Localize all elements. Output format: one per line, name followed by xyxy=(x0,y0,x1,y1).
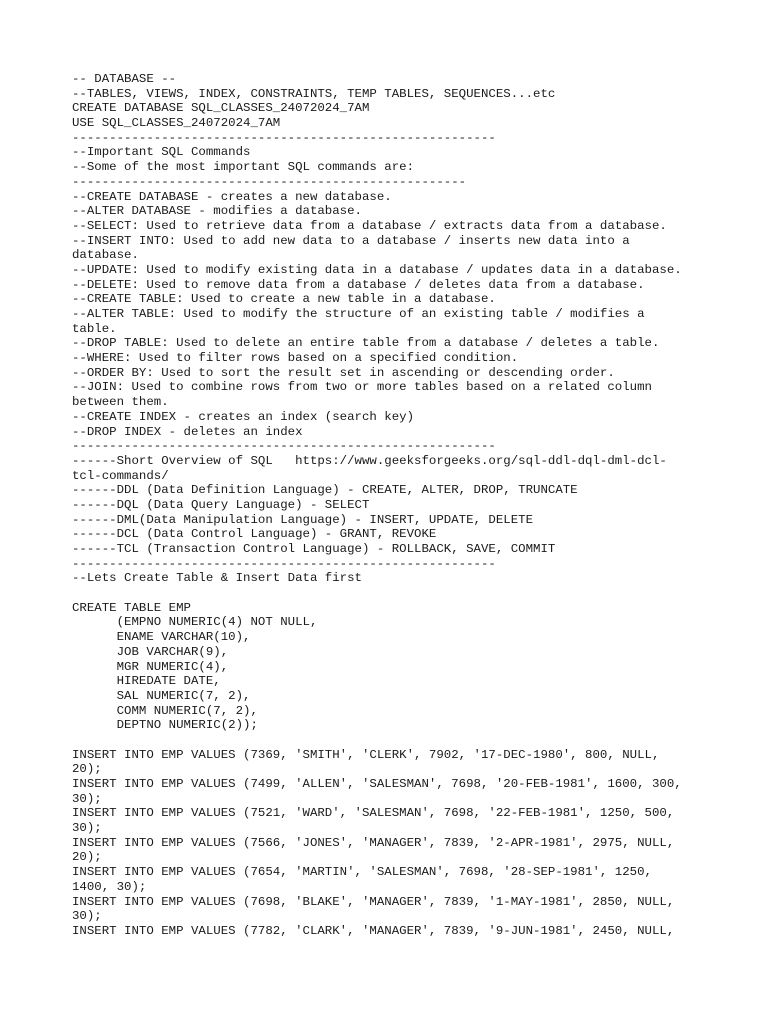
text-line: USE SQL_CLASSES_24072024_7AM xyxy=(72,116,281,131)
text-line: --Lets Create Table & Insert Data first xyxy=(72,571,362,586)
text-line: database. xyxy=(72,248,139,263)
text-line: -- DATABASE -- xyxy=(72,72,177,86)
text-line: tcl-commands/ xyxy=(72,468,169,483)
text-line: between them. xyxy=(72,395,169,410)
text-line: 1400, 30); xyxy=(72,879,147,894)
text-line: SAL NUMERIC(7, 2), xyxy=(72,688,251,703)
text-line: INSERT INTO EMP VALUES (7654, 'MARTIN', 'SALESMAN', 7698, '28-SEP-1981', 1250, xyxy=(72,865,652,880)
text-line: (EMPNO NUMERIC(4) NOT NULL, xyxy=(72,615,318,630)
text-line: DEPTNO NUMERIC(2)); xyxy=(72,718,258,733)
text-line: HIREDATE DATE, xyxy=(72,674,221,689)
text-line: INSERT INTO EMP VALUES (7566, 'JONES', 'MANAGER', 7839, '2-APR-1981', 2975, NULL, xyxy=(72,835,675,850)
text-line: CREATE TABLE EMP xyxy=(72,600,191,615)
text-line: 20); xyxy=(72,762,102,777)
text-line: --TABLES, VIEWS, INDEX, CONSTRAINTS, TEMP TABLES, SEQUENCES...etc xyxy=(72,86,556,101)
text-line: ENAME VARCHAR(10), xyxy=(72,630,251,645)
text-line: --CREATE DATABASE - creates a new database. xyxy=(72,189,392,204)
text-line: CREATE DATABASE SQL_CLASSES_24072024_7AM xyxy=(72,101,370,116)
text-line: 30); xyxy=(72,909,102,924)
text-line: --------------------------------------------------------- xyxy=(72,439,496,454)
text-line: --DROP INDEX - deletes an index xyxy=(72,424,303,439)
sql-notes-text xyxy=(72,72,712,939)
text-line: ------DCL (Data Control Language) - GRANT, REVOKE xyxy=(72,527,437,542)
text-line: --SELECT: Used to retrieve data from a database / extracts data from a database. xyxy=(72,218,667,233)
text-line: --Some of the most important SQL commands are: xyxy=(72,160,415,175)
text-line: --INSERT INTO: Used to add new data to a database / inserts new data into a xyxy=(72,233,630,248)
text-line: --DELETE: Used to remove data from a database / deletes data from a database. xyxy=(72,277,645,292)
text-line: table. xyxy=(72,321,117,336)
text-line: ------Short Overview of SQL https://www.geeksforgeeks.org/sql-ddl-dql-dml-dcl- xyxy=(72,453,667,468)
text-line: --CREATE TABLE: Used to create a new table in a database. xyxy=(72,292,496,307)
text-line xyxy=(72,733,712,748)
text-line: --WHERE: Used to filter rows based on a specified condition. xyxy=(72,351,519,366)
text-line: --UPDATE: Used to modify existing data in a database / updates data in a database. xyxy=(72,262,682,277)
text-line: --Important SQL Commands xyxy=(72,145,251,160)
text-line: ------TCL (Transaction Control Language) - ROLLBACK, SAVE, COMMIT xyxy=(72,542,556,556)
text-line: COMM NUMERIC(7, 2), xyxy=(72,703,258,718)
text-line: JOB VARCHAR(9), xyxy=(72,644,229,659)
text-line: INSERT INTO EMP VALUES (7698, 'BLAKE', 'MANAGER', 7839, '1-MAY-1981', 2850, NULL, xyxy=(72,894,675,909)
text-line xyxy=(72,586,712,601)
text-line: ------DDL (Data Definition Language) - CREATE, ALTER, DROP, TRUNCATE xyxy=(72,483,578,498)
text-line: INSERT INTO EMP VALUES (7369, 'SMITH', 'CLERK', 7902, '17-DEC-1980', 800, NULL, xyxy=(72,747,660,762)
text-line: ------DML(Data Manipulation Language) - INSERT, UPDATE, DELETE xyxy=(72,512,534,527)
text-line: --CREATE INDEX - creates an index (search key) xyxy=(72,409,415,424)
text-line: --------------------------------------------------------- xyxy=(72,556,496,571)
text-line: ----------------------------------------------------- xyxy=(72,174,467,189)
text-line: --ORDER BY: Used to sort the result set in ascending or descending order. xyxy=(72,365,615,380)
text-line: --------------------------------------------------------- xyxy=(72,130,496,145)
text-line: INSERT INTO EMP VALUES (7782, 'CLARK', 'MANAGER', 7839, '9-JUN-1981', 2450, NULL, xyxy=(72,923,675,938)
text-line: 30); xyxy=(72,821,102,836)
text-line: MGR NUMERIC(4), xyxy=(72,659,229,674)
text-line: --ALTER DATABASE - modifies a database. xyxy=(72,204,362,219)
text-line: --ALTER TABLE: Used to modify the structure of an existing table / modifies a xyxy=(72,307,645,321)
text-line: INSERT INTO EMP VALUES (7499, 'ALLEN', 'SALESMAN', 7698, '20-FEB-1981', 1600, 300, xyxy=(72,777,682,791)
text-line: ------DQL (Data Query Language) - SELECT xyxy=(72,497,370,512)
text-line: 20); xyxy=(72,850,102,865)
text-line: --JOIN: Used to combine rows from two or more tables based on a related column xyxy=(72,380,652,395)
text-line: 30); xyxy=(72,791,102,806)
text-line: INSERT INTO EMP VALUES (7521, 'WARD', 'SALESMAN', 7698, '22-FEB-1981', 1250, 500, xyxy=(72,806,675,821)
text-line: --DROP TABLE: Used to delete an entire table from a database / deletes a table. xyxy=(72,336,660,351)
